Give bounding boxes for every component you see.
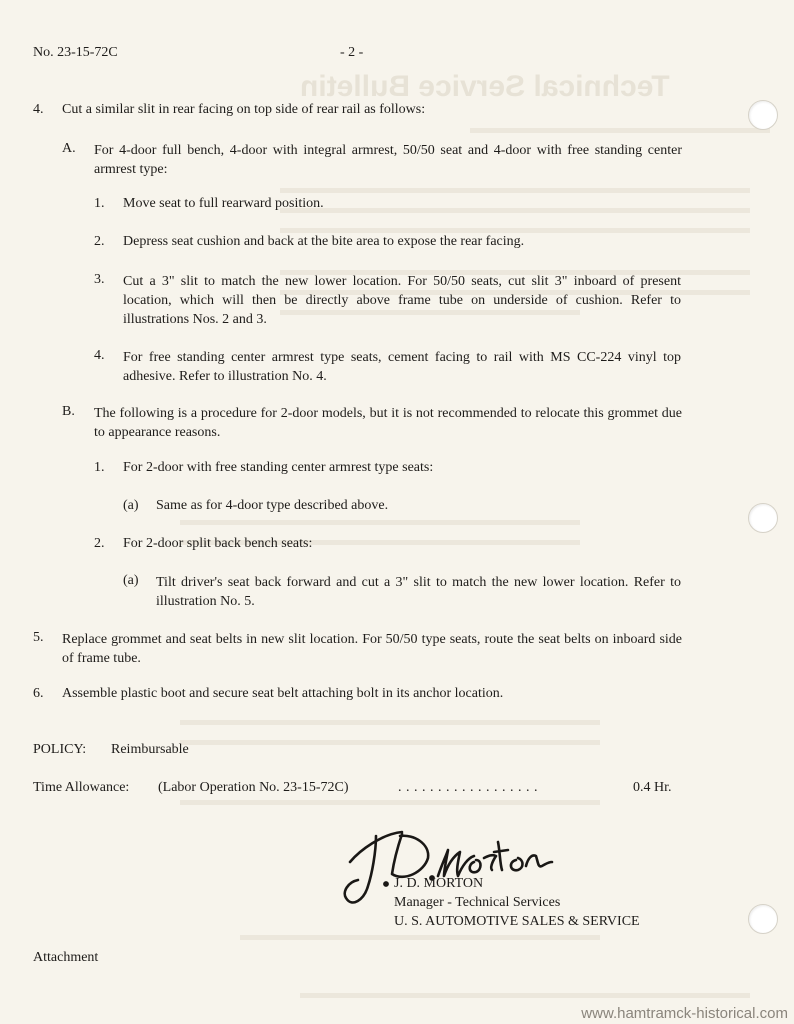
labor-operation: (Labor Operation No. 23-15-72C) xyxy=(158,780,349,795)
step-number: 4. xyxy=(33,102,44,117)
bleed-through-line xyxy=(280,188,750,193)
step-text: For 2-door with free standing center armrest type seats: xyxy=(123,460,434,475)
bleed-through-line xyxy=(300,993,750,998)
step-number: 4. xyxy=(94,348,105,363)
step-text: For 2-door split back bench seats: xyxy=(123,536,313,551)
bleed-through-line xyxy=(280,228,750,233)
step-number: 3. xyxy=(94,272,105,287)
bleed-through-line xyxy=(180,800,600,805)
bleed-through-line xyxy=(240,935,600,940)
substep-text: Tilt driver's seat back forward and cut a 3" slit to match the new lower location. Refer to illustration No. 5. xyxy=(156,575,681,609)
policy-value: Reimbursable xyxy=(111,742,189,757)
bleed-through-line xyxy=(180,720,600,725)
section-text: The following is a procedure for 2-door models, but it is not recommended to relocate this grommet due to appearance reasons. xyxy=(94,406,682,440)
bleed-through-heading: Technical Service Bulletin xyxy=(300,70,670,103)
binder-hole xyxy=(748,503,778,533)
binder-hole xyxy=(748,904,778,934)
bleed-through-line xyxy=(180,520,580,525)
step-number: 2. xyxy=(94,234,105,249)
step-number: 2. xyxy=(94,536,105,551)
dot-leader: . . . . . . . . . . . . . . . . . . xyxy=(398,780,538,795)
attachment-label: Attachment xyxy=(33,950,99,965)
step-number: 1. xyxy=(94,460,105,475)
section-text: For 4-door full bench, 4-door with integral armrest, 50/50 seat and 4-door with free standing center armrest type: xyxy=(94,143,682,177)
bulletin-number: No. 23-15-72C xyxy=(33,45,118,60)
binder-hole xyxy=(748,100,778,130)
step-text: Assemble plastic boot and secure seat belt attaching bolt in its anchor location. xyxy=(62,686,504,701)
step-number: 1. xyxy=(94,196,105,211)
time-allowance-label: Time Allowance: xyxy=(33,780,130,795)
signer-name: J. D. MORTON xyxy=(394,876,484,891)
step-text: Depress seat cushion and back at the bite area to expose the rear facing. xyxy=(123,234,525,249)
step-number: 6. xyxy=(33,686,44,701)
page-number: - 2 - xyxy=(340,45,364,60)
step-text: Cut a similar slit in rear facing on top side of rear rail as follows: xyxy=(62,102,426,117)
step-text: Replace grommet and seat belts in new slit location. For 50/50 type seats, route the seat belts on inboard side of frame tube. xyxy=(62,632,682,666)
section-label: B. xyxy=(62,404,75,419)
step-text: Cut a 3" slit to match the new lower location. For 50/50 seats, cut slit 3" inboard of present location, which will then be directly above frame tube on underside of cushion. Refer to illustrations Nos. 2 and 3. xyxy=(123,274,681,327)
bleed-through-line xyxy=(180,740,600,745)
policy-label: POLICY: xyxy=(33,742,87,757)
step-text: For free standing center armrest type seats, cement facing to rail with MS CC-224 vinyl top adhesive. Refer to illustration No. 4. xyxy=(123,350,681,384)
section-label: A. xyxy=(62,141,76,156)
time-allowance-value: 0.4 Hr. xyxy=(633,780,672,795)
substep-label: (a) xyxy=(123,573,139,588)
watermark: www.hamtramck-historical.com xyxy=(581,1005,788,1022)
bleed-through-line xyxy=(280,208,750,213)
bleed-through-line xyxy=(470,128,770,133)
step-number: 5. xyxy=(33,630,44,645)
signer-organization: U. S. AUTOMOTIVE SALES & SERVICE xyxy=(394,914,640,929)
substep-label: (a) xyxy=(123,498,139,513)
signer-title: Manager - Technical Services xyxy=(394,895,561,910)
step-text: Move seat to full rearward position. xyxy=(123,196,324,211)
substep-text: Same as for 4-door type described above. xyxy=(156,498,389,513)
